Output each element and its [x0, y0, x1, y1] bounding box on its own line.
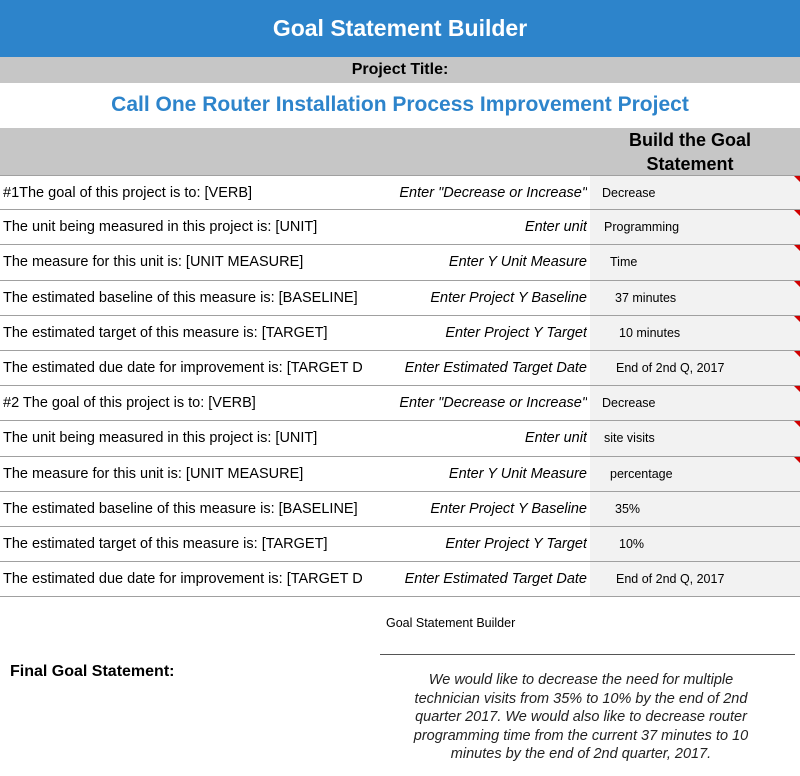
row-hint: Enter Y Unit Measure: [448, 254, 587, 271]
goal-row: [0, 351, 800, 386]
row-label: #1The goal of this project is to: [VERB]: [3, 185, 253, 201]
value-text: End of 2nd Q, 2017: [616, 572, 725, 587]
comment-marker-icon[interactable]: [794, 316, 800, 322]
row-label: The estimated due date for improvement is: [TARGET D: [3, 359, 363, 376]
final-statement-line: minutes by the end of 2nd quarter, 2017.: [450, 746, 712, 762]
goal-row: [0, 457, 800, 492]
value-cell[interactable]: [590, 492, 800, 526]
row-label: The measure for this unit is: [UNIT MEASURE]: [3, 465, 304, 482]
goal-rows: [0, 175, 800, 597]
value-text: Decrease: [602, 186, 656, 200]
comment-marker-icon[interactable]: [794, 421, 800, 427]
comment-marker-icon[interactable]: [794, 351, 800, 357]
value-text: 37 minutes: [615, 290, 677, 305]
value-cell[interactable]: [590, 281, 800, 315]
value-text: 35%: [615, 501, 641, 516]
row-hint: Enter Project Y Target: [445, 324, 587, 341]
comment-marker-icon[interactable]: [794, 176, 800, 182]
value-text: 10%: [619, 536, 645, 551]
row-hint: Enter Project Y Baseline: [430, 289, 587, 306]
final-statement-line: quarter 2017. We would also like to decrease router: [415, 709, 747, 725]
goal-row: [0, 245, 800, 280]
row-label: The unit being measured in this project is: [UNIT]: [3, 430, 318, 447]
final-statement-line: We would like to decrease the need for multiple: [428, 672, 734, 688]
goal-row: [0, 316, 800, 351]
final-statement-line: technician visits from 35% to 10% by the end of 2nd: [414, 690, 748, 707]
goal-row: [0, 175, 800, 210]
goal-row: [0, 492, 800, 527]
value-cell[interactable]: [590, 527, 800, 561]
goal-row: [0, 562, 800, 597]
build-goal-header-line2: Statement: [646, 154, 734, 174]
value-cell[interactable]: [590, 562, 800, 596]
row-label: #2 The goal of this project is to: [VERB]: [3, 395, 256, 412]
row-label: The measure for this unit is: [UNIT MEASURE]: [3, 254, 304, 271]
value-text: Programming: [604, 220, 680, 235]
goal-row: [0, 527, 800, 562]
row-label: The estimated target of this measure is: [TARGET]: [3, 535, 328, 552]
value-cell[interactable]: [590, 210, 800, 244]
comment-marker-icon[interactable]: [794, 281, 800, 287]
value-text: 10 minutes: [619, 325, 681, 340]
row-hint: Enter Estimated Target Date: [404, 359, 587, 376]
row-label: The estimated baseline of this measure is: [BASELINE]: [3, 500, 358, 517]
comment-marker-icon[interactable]: [794, 210, 800, 216]
project-title-label: Project Title:: [0, 57, 800, 83]
goal-statement-builder-label: Goal Statement Builder: [386, 616, 516, 630]
row-hint: Enter "Decrease or Increase": [399, 395, 587, 412]
value-cell[interactable]: [590, 457, 800, 491]
sheet-title: Goal Statement Builder: [0, 0, 800, 57]
comment-marker-icon[interactable]: [794, 386, 800, 392]
row-hint: Enter Y Unit Measure: [448, 465, 587, 482]
value-cell[interactable]: [590, 421, 800, 455]
row-hint: Enter Estimated Target Date: [404, 571, 587, 588]
comment-marker-icon[interactable]: [794, 245, 800, 251]
row-label: The estimated target of this measure is: [TARGET]: [3, 324, 328, 341]
final-goal-statement-label: Final Goal Statement:: [10, 663, 175, 680]
row-hint: Enter Project Y Target: [445, 535, 587, 552]
row-label: The unit being measured in this project is: [UNIT]: [3, 219, 318, 236]
value-text: percentage: [610, 466, 673, 481]
goal-row: [0, 210, 800, 245]
value-text: Decrease: [602, 396, 656, 411]
row-label: The estimated baseline of this measure is: [BASELINE]: [3, 289, 358, 306]
goal-row: [0, 421, 800, 456]
value-text: site visits: [604, 431, 655, 446]
comment-marker-icon[interactable]: [794, 457, 800, 463]
project-title: Call One Router Installation Process Improvement Project: [0, 83, 800, 128]
value-cell[interactable]: [590, 245, 800, 279]
row-hint: Enter Project Y Baseline: [430, 500, 587, 517]
value-cell[interactable]: [590, 386, 800, 420]
value-text: Time: [610, 255, 638, 270]
divider: [380, 654, 795, 655]
row-hint: Enter "Decrease or Increase": [399, 185, 587, 201]
goal-row: [0, 281, 800, 316]
value-cell[interactable]: [590, 316, 800, 350]
row-hint: Enter unit: [524, 219, 587, 236]
goal-row: [0, 386, 800, 421]
build-goal-header: [590, 128, 790, 175]
final-goal-statement: [396, 671, 766, 764]
final-statement-line: programming time from the current 37 minutes to 10: [413, 727, 749, 744]
value-cell[interactable]: [590, 351, 800, 385]
value-cell[interactable]: [590, 176, 800, 209]
row-hint: Enter unit: [524, 430, 587, 447]
build-goal-header-line1: Build the Goal: [628, 130, 751, 150]
value-text: End of 2nd Q, 2017: [616, 360, 725, 375]
row-label: The estimated due date for improvement is: [TARGET D: [3, 571, 363, 588]
